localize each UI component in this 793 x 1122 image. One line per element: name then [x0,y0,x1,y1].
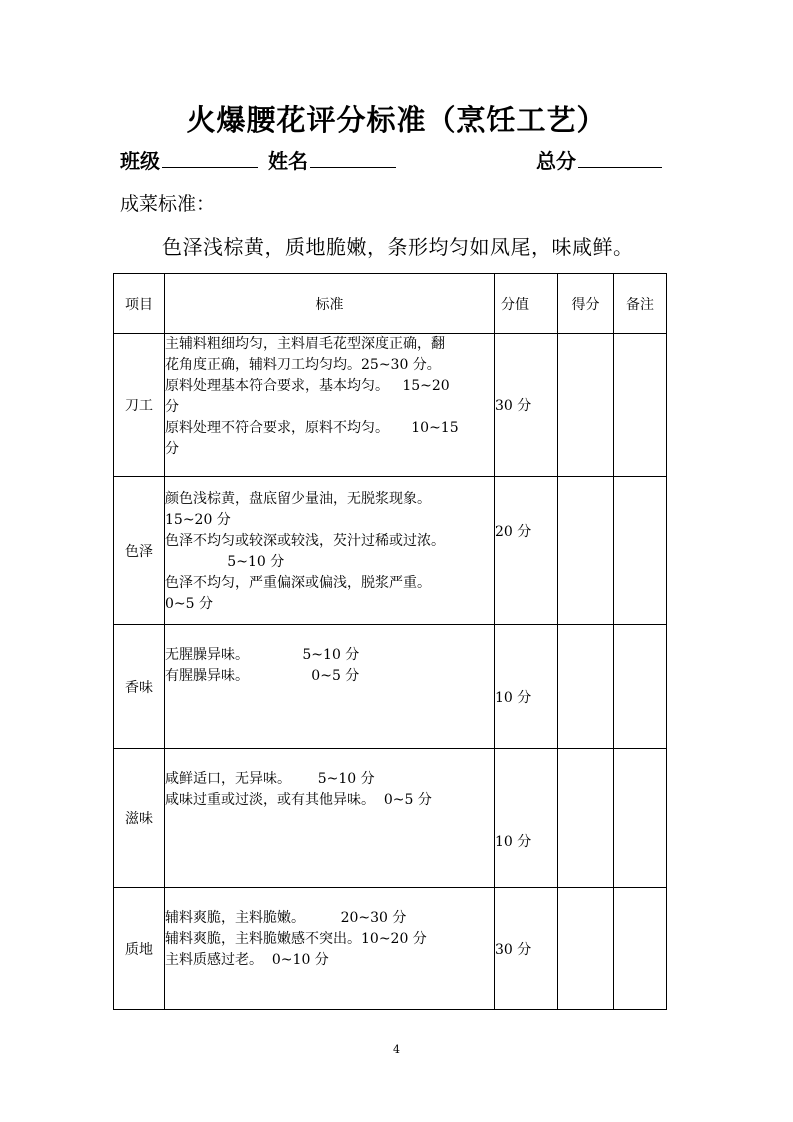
name-blank[interactable] [310,147,396,168]
row-standard [165,888,495,1010]
table-header-row [114,274,667,334]
row-standard [165,334,495,477]
row-standard [165,749,495,888]
row-score: 20 分 [495,477,558,625]
standard-line: 0~5 分 [165,596,213,612]
total-blank[interactable] [578,147,662,168]
standard-line: 分 [165,399,179,415]
class-label: 班级 [120,149,160,173]
row-score: 10 分 [495,625,558,749]
standard-line: 颜色浅棕黄，盘底留少量油，无脱浆现象。 [165,491,431,507]
row-score: 10 分 [495,749,558,888]
standard-line: 咸鲜适口，无异味。 5~10 分 [165,771,375,787]
standard-line: 无腥臊异味。 5~10 分 [165,647,360,663]
scoring-table [113,273,667,1010]
row-obtained-cell[interactable] [558,749,614,888]
standard-line: 分 [165,441,179,457]
total-field [536,145,662,174]
row-item: 刀工 [114,334,165,477]
class-blank[interactable] [162,147,258,168]
class-field [120,145,258,174]
row-standard [165,477,495,625]
row-note-cell[interactable] [614,334,667,477]
standard-line: 咸味过重或过淡，或有其他异味。 0~5 分 [165,792,432,808]
row-score: 30 分 [495,888,558,1010]
row-note-cell[interactable] [614,749,667,888]
dish-standard-text: 色泽浅棕黄，质地脆嫩，条形均匀如凤尾，味咸鲜。 [162,235,634,259]
row-obtained-cell[interactable] [558,888,614,1010]
total-label: 总分 [536,149,576,173]
row-item: 滋味 [114,749,165,888]
row-obtained-cell[interactable] [558,625,614,749]
name-label: 姓名 [268,149,308,173]
standard-line: 5~10 分 [165,554,285,570]
row-obtained-cell[interactable] [558,477,614,625]
info-row [120,145,666,175]
standard-line: 主辅料粗细均匀，主料眉毛花型深度正确，翻 [165,336,445,352]
name-field [268,145,396,174]
page-title: 火爆腰花评分标准（烹饪工艺） [186,103,607,137]
header-standard: 标准 [165,274,495,334]
table-row [114,888,667,1010]
row-note-cell[interactable] [614,477,667,625]
standard-line: 辅料爽脆，主料脆嫩。 20~30 分 [165,910,407,926]
standard-line: 原料处理不符合要求，原料不均匀。 10~15 [165,420,459,436]
row-standard [165,625,495,749]
standard-line: 主料质感过老。 0~10 分 [165,952,329,968]
standard-line: 色泽不均匀，严重偏深或偏浅，脱浆严重。 [165,575,431,591]
table-row [114,334,667,477]
standard-line: 色泽不均匀或较深或较浅，芡汁过稀或过浓。 [165,533,445,549]
row-item: 香味 [114,625,165,749]
row-item: 色泽 [114,477,165,625]
standard-line: 原料处理基本符合要求，基本均匀。 15~20 [165,378,450,394]
row-item: 质地 [114,888,165,1010]
row-obtained-cell[interactable] [558,334,614,477]
standard-line: 15~20 分 [165,512,231,528]
standard-line: 有腥臊异味。 0~5 分 [165,668,360,684]
header-obtained: 得分 [558,274,614,334]
table-row [114,749,667,888]
page-number: 4 [393,1043,400,1056]
section-label: 成菜标准： [120,193,216,215]
header-score: 分值 [495,274,558,334]
header-item: 项目 [114,274,165,334]
standard-line: 花角度正确，辅料刀工均匀均。25~30 分。 [165,357,441,373]
row-note-cell[interactable] [614,625,667,749]
table-row [114,477,667,625]
row-note-cell[interactable] [614,888,667,1010]
row-score: 30 分 [495,334,558,477]
header-note: 备注 [614,274,667,334]
standard-line: 辅料爽脆，主料脆嫩感不突出。10~20 分 [165,931,427,947]
table-row [114,625,667,749]
